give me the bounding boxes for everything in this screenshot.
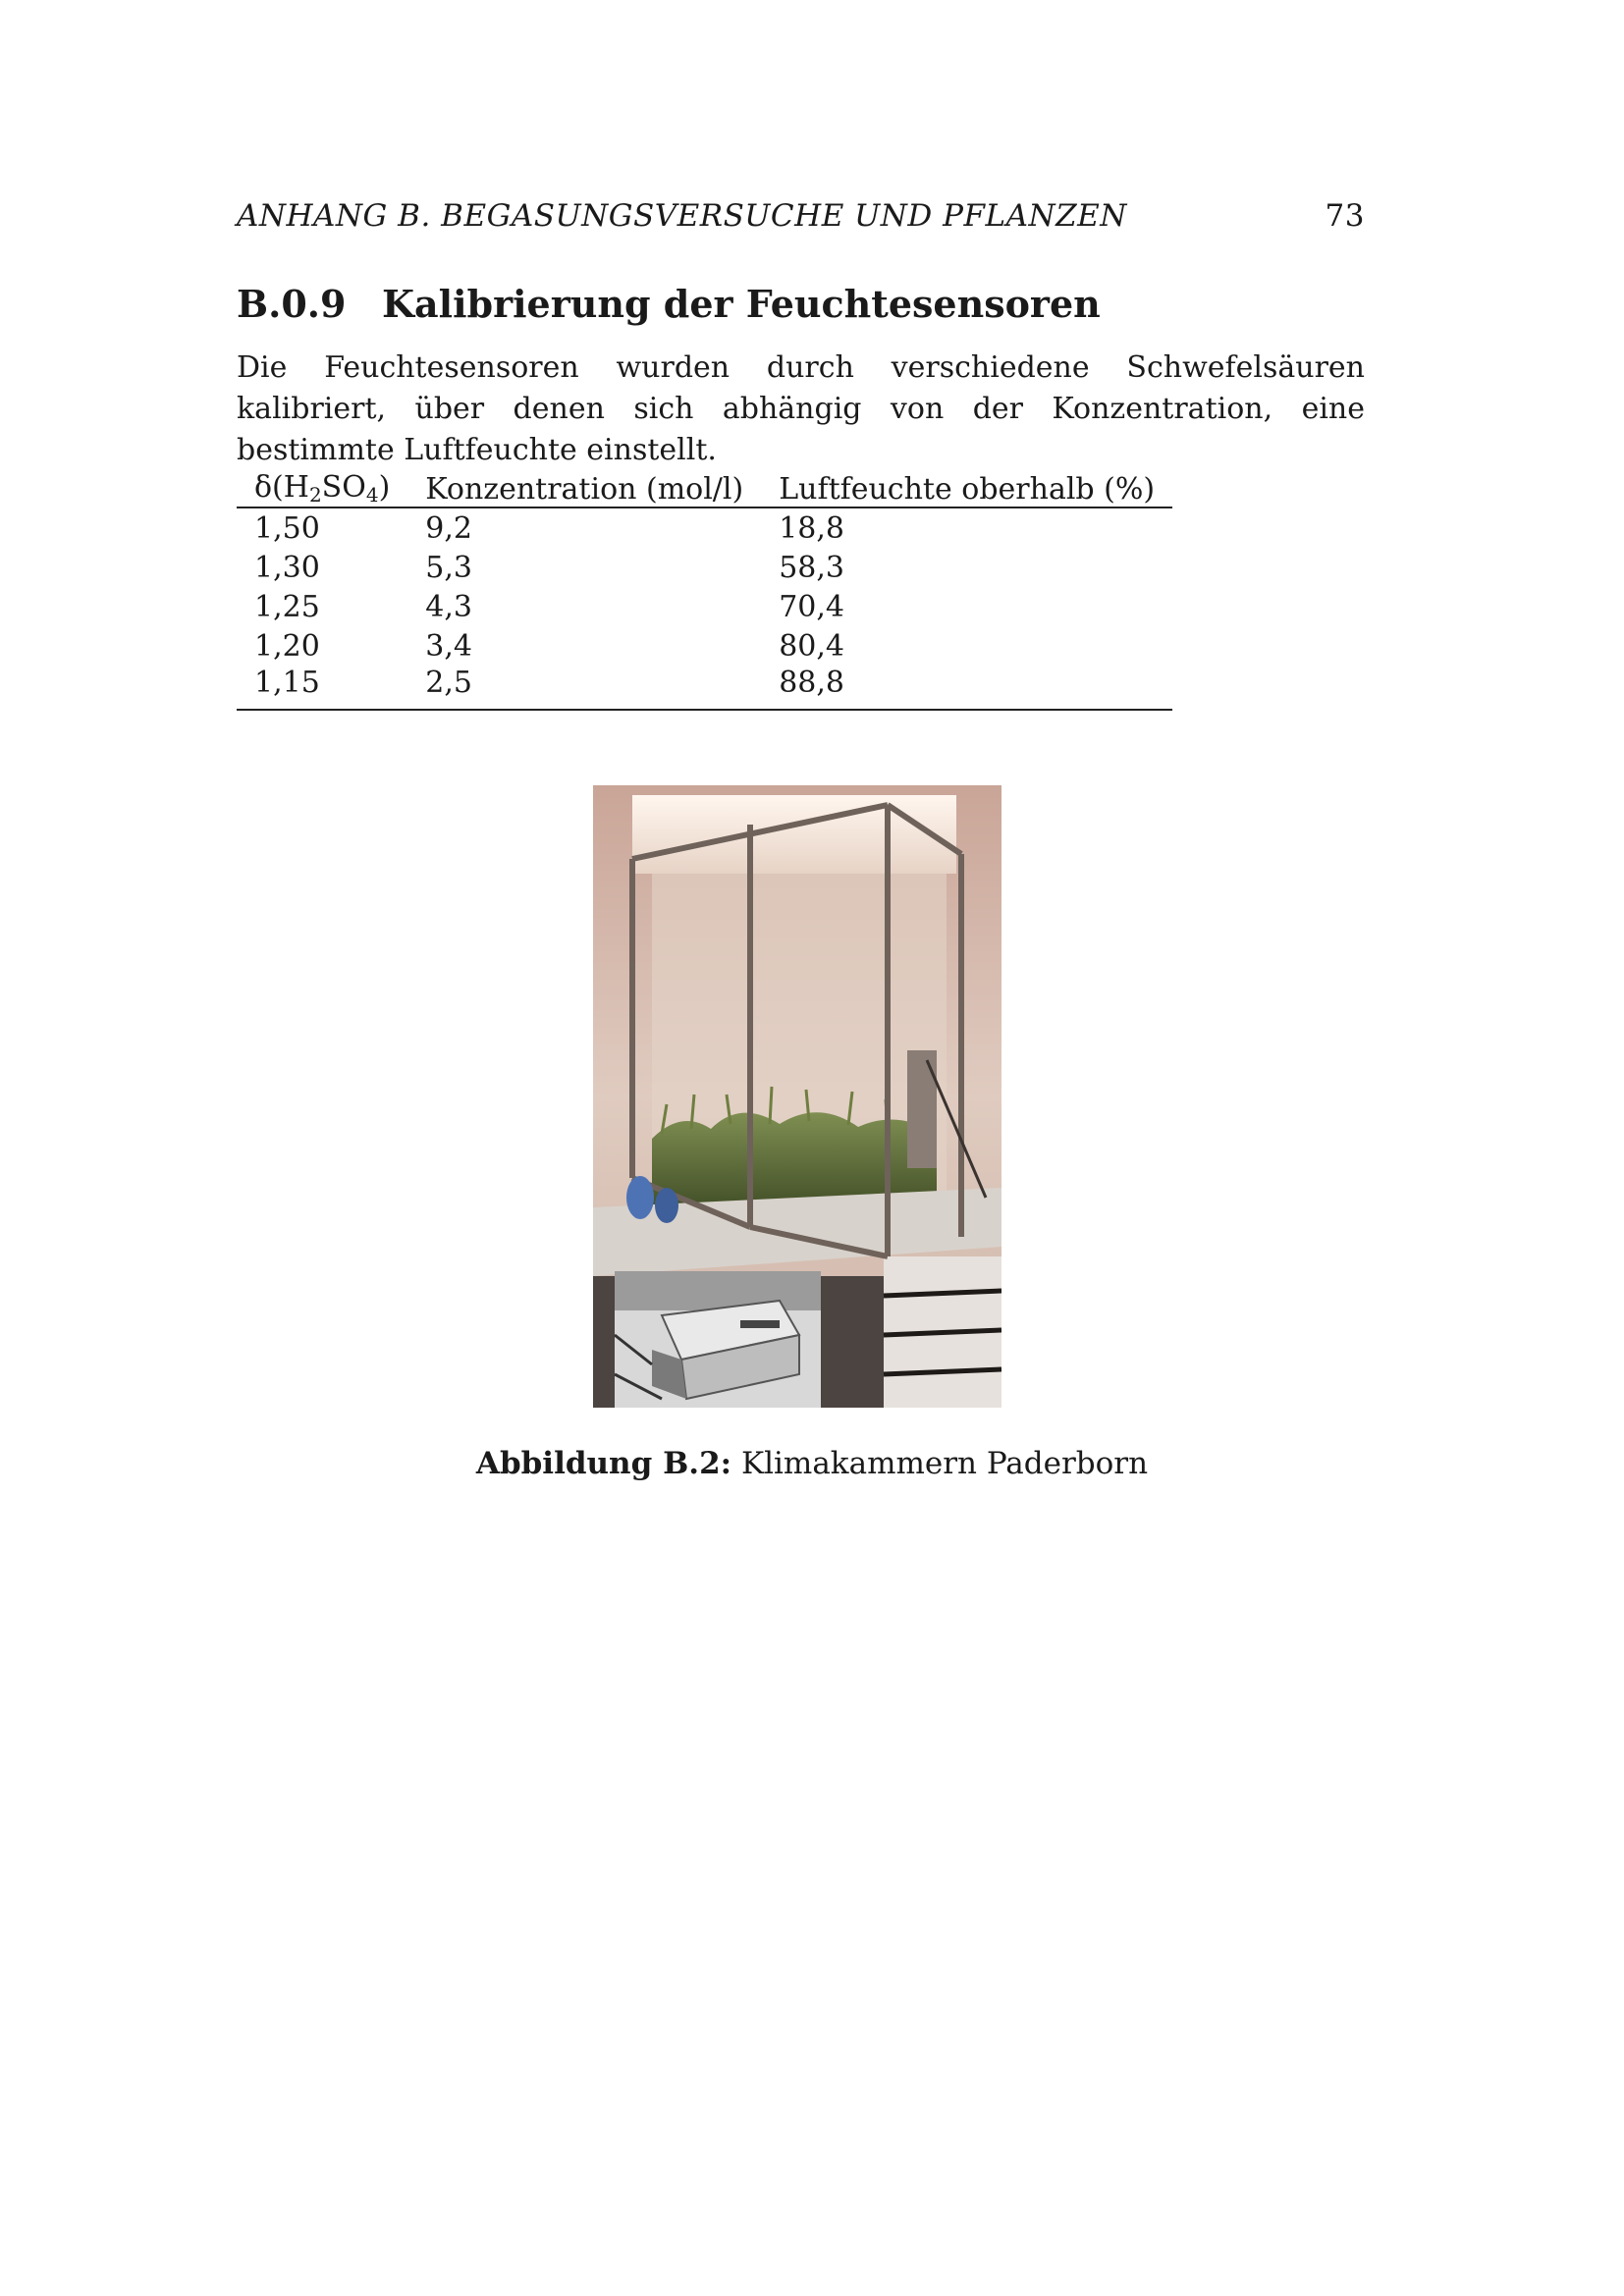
table-cell: 58,3 <box>779 550 845 585</box>
table-cell: 9,2 <box>425 510 472 546</box>
table-cell: 1,30 <box>254 550 320 585</box>
column-header-density: $\delta(H_2SO_4)$ <box>237 461 407 507</box>
running-header <box>237 198 1365 234</box>
table-cell: 88,8 <box>761 666 1172 710</box>
table-cell: 1,25 <box>254 589 320 624</box>
table-row <box>237 587 1172 626</box>
photo-illustration <box>593 785 1001 1408</box>
figure-caption <box>0 1446 1624 1481</box>
running-title: ANHANG B. BEGASUNGSVERSUCHE UND PFLANZEN <box>237 198 1127 234</box>
table-cell: 80,4 <box>779 628 845 664</box>
page-number: 73 <box>1325 198 1365 234</box>
climate-chamber-photo <box>593 785 1001 1408</box>
table-cell: 1,20 <box>254 628 320 664</box>
column-header-humidity: Luftfeuchte oberhalb (%) <box>761 461 1172 507</box>
body-paragraph: Die Feuchtesensoren wurden durch verschiedene Schwefelsäuren kalibriert, über denen sich abhängig von der Konzentration, eine bestimmte Luftfeuchte einstellt. <box>237 350 1365 467</box>
calibration-table <box>237 461 1172 711</box>
section-number: B.0.9 <box>237 282 347 326</box>
table-cell: 70,4 <box>779 589 845 624</box>
table-row <box>237 626 1172 666</box>
figure-label: Abbildung B.2: <box>475 1446 732 1481</box>
table-row <box>237 666 1172 710</box>
table-header-row <box>237 461 1172 507</box>
section-title: Kalibrierung der Feuchtesensoren <box>382 282 1101 326</box>
table-cell: 18,8 <box>779 510 845 546</box>
table-cell: 5,3 <box>425 550 472 585</box>
section-heading <box>237 282 1101 326</box>
table-cell: 4,3 <box>425 589 472 624</box>
table-cell: 1,50 <box>254 510 320 546</box>
table-cell: 2,5 <box>407 666 761 710</box>
table-cell: 1,15 <box>237 666 407 710</box>
column-header-concentration: Konzentration (mol/l) <box>407 461 761 507</box>
table-row <box>237 548 1172 587</box>
table-cell: 3,4 <box>425 628 472 664</box>
table-row <box>237 507 1172 548</box>
figure-caption-text: Klimakammern Paderborn <box>740 1446 1149 1481</box>
